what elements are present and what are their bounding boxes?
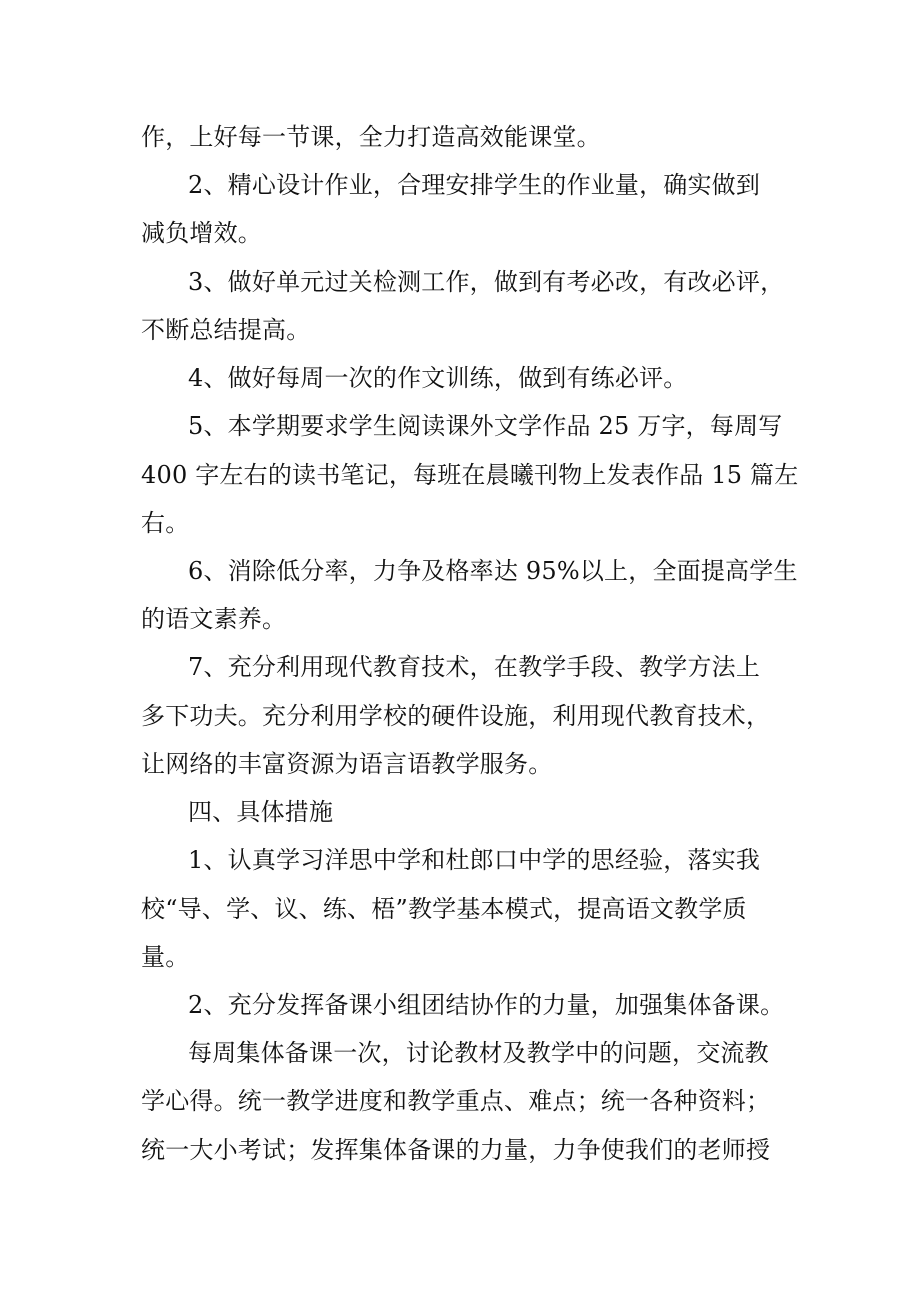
text-line: 不断总结提高。: [141, 316, 311, 344]
text-line: 1、认真学习洋思中学和杜郎口中学的思经验，落实我: [188, 846, 761, 874]
text-line: 7、充分利用现代教育技术，在教学手段、教学方法上: [188, 653, 761, 681]
section-heading: 四、具体措施: [188, 798, 334, 826]
text-line: 让网络的丰富资源为语言语教学服务。: [141, 750, 553, 778]
text-line: 作，上好每一节课，全力打造高效能课堂。: [141, 123, 601, 151]
text-line: 统一大小考试；发挥集体备课的力量，力争使我们的老师授: [141, 1136, 771, 1164]
text-line: 6、消除低分率，力争及格率达 95%以上，全面提高学生: [188, 557, 798, 585]
text-line: 减负增效。: [141, 219, 262, 247]
text-line: 4、做好每周一次的作文训练，做到有练必评。: [188, 364, 688, 392]
text-line: 400 字左右的读书笔记，每班在晨曦刊物上发表作品 15 篇左: [141, 461, 799, 489]
text-line: 学心得。统一教学进度和教学重点、难点；统一各种资料；: [141, 1087, 771, 1115]
text-line: 校“导、学、议、练、梧”教学基本模式，提高语文教学质: [141, 895, 747, 923]
text-line: 每周集体备课一次，讨论教材及教学中的问题，交流教: [188, 1039, 769, 1067]
text-line: 5、本学期要求学生阅读课外文学作品 25 万字，每周写: [188, 412, 783, 440]
text-line: 2、精心设计作业，合理安排学生的作业量，确实做到: [188, 171, 761, 199]
text-line: 量。: [141, 943, 190, 971]
text-line: 右。: [141, 509, 190, 537]
text-line: 2、充分发挥备课小组团结协作的力量，加强集体备课。: [188, 991, 785, 1019]
text-line: 多下功夫。充分利用学校的硬件设施，利用现代教育技术，: [141, 702, 771, 730]
text-line: 的语文素养。: [141, 605, 287, 633]
text-line: 3、做好单元过关检测工作，做到有考必改，有改必评，: [188, 268, 785, 296]
